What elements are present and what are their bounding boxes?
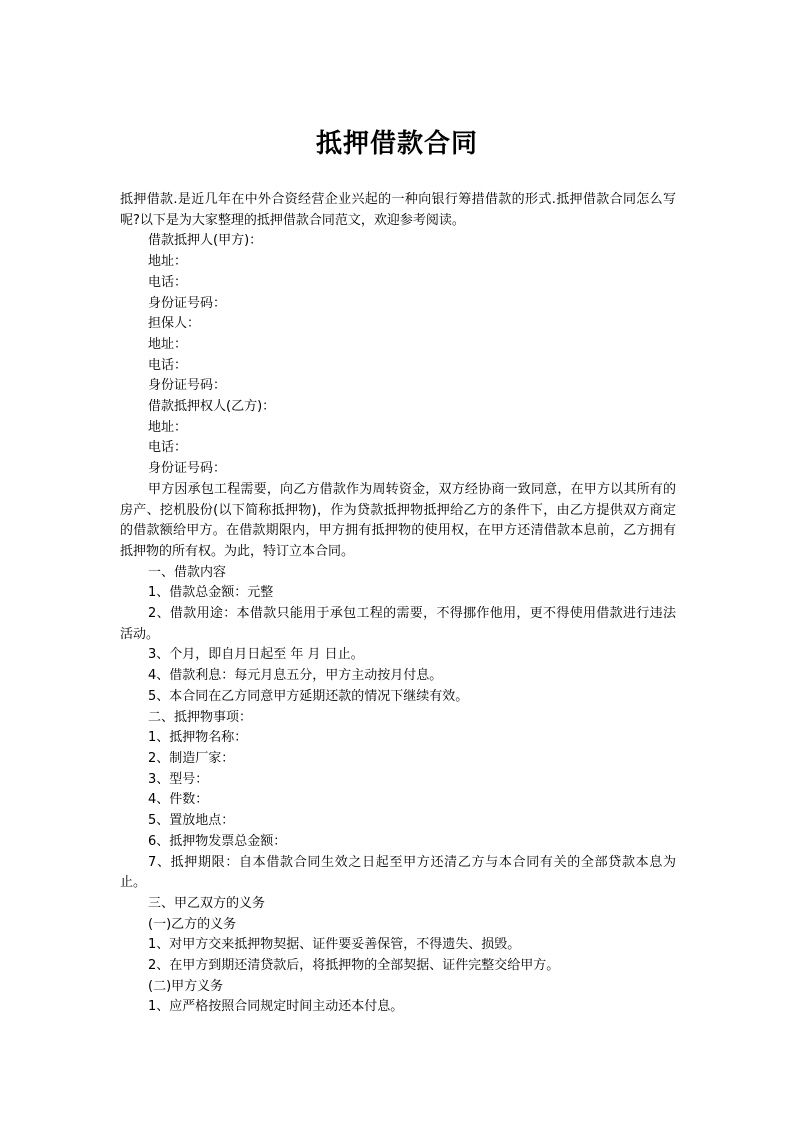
party-b-address: 地址： bbox=[148, 419, 188, 435]
section-1-heading: 一、借款内容 bbox=[148, 564, 227, 580]
section-2-item-3: 3、型号： bbox=[148, 771, 209, 787]
section-3-heading: 三、甲乙双方的义务 bbox=[148, 895, 266, 911]
party-b-id: 身份证号码： bbox=[148, 461, 227, 477]
guarantor-id: 身份证号码： bbox=[148, 378, 227, 394]
document-title: 抵押借款合同 bbox=[315, 129, 478, 159]
section-3-sub-1-item-1: 1、对甲方交来抵押物契据、证件要妥善保管，不得遗失、损毁。 bbox=[148, 937, 521, 953]
section-1-item-1: 1、借款总金额：元整 bbox=[148, 585, 274, 601]
section-2-item-1: 1、抵押物名称： bbox=[148, 730, 248, 746]
preamble-paragraph: 甲方因承包工程需要，向乙方借款作为周转资金，双方经协商一致同意，在甲方以其所有的房产、挖机股份(以下简称抵押物)，作为贷款抵押物抵押给乙方的条件下，由乙方提供双方商定的借款额给甲方。在借款期限内，甲方拥有抵押物的使用权，在甲方还清借款本息前，乙方拥有抵押物的所有权。为此，特订立本合同。 bbox=[120, 481, 676, 559]
section-2-item-6: 6、抵押物发票总金额： bbox=[148, 833, 287, 849]
party-b-phone: 电话： bbox=[148, 440, 188, 456]
section-2-heading: 二、抵押物事项： bbox=[148, 709, 253, 725]
section-2-item-5: 5、置放地点： bbox=[148, 813, 235, 829]
section-1-item-2: 2、借款用途：本借款只能用于承包工程的需要，不得挪作他用，更不得使用借款进行违法活动。 bbox=[120, 606, 676, 642]
guarantor-label: 担保人： bbox=[148, 316, 201, 332]
party-b-label: 借款抵押权人(乙方)： bbox=[148, 399, 276, 415]
section-2-item-4: 4、件数： bbox=[148, 792, 209, 808]
section-3-sub-2: (二)甲方义务 bbox=[148, 978, 224, 994]
section-1-item-5: 5、本合同在乙方同意甲方延期还款的情况下继续有效。 bbox=[148, 688, 469, 704]
section-3-sub-2-item-1: 1、应严格按照合同规定时间主动还本付息。 bbox=[148, 999, 404, 1015]
section-3-sub-1: (一)乙方的义务 bbox=[148, 916, 237, 932]
guarantor-address: 地址： bbox=[148, 336, 188, 352]
section-1-item-3: 3、个月，即自月日起至 年 月 日止。 bbox=[148, 647, 364, 663]
party-a-address: 地址： bbox=[148, 254, 188, 270]
guarantor-phone: 电话： bbox=[148, 357, 188, 373]
section-2-item-7: 7、抵押期限：自本借款合同生效之日起至甲方还清乙方与本合同有关的全部贷款本息为止。 bbox=[120, 854, 676, 891]
document-body bbox=[120, 190, 676, 1018]
section-2-item-2: 2、制造厂家： bbox=[148, 750, 235, 766]
section-3-sub-1-item-2: 2、在甲方到期还清贷款后，将抵押物的全部契据、证件完整交给甲方。 bbox=[148, 958, 560, 974]
party-a-id: 身份证号码： bbox=[148, 295, 227, 311]
intro-paragraph: 抵押借款.是近几年在中外合资经营企业兴起的一种向银行筹措借款的形式.抵押借款合同怎么写呢?以下是为大家整理的抵押借款合同范文，欢迎参考阅读。 bbox=[120, 192, 676, 228]
party-a-phone: 电话： bbox=[148, 274, 188, 290]
party-a-label: 借款抵押人(甲方)： bbox=[148, 233, 263, 249]
section-1-item-4: 4、借款利息：每元月息五分，甲方主动按月付息。 bbox=[148, 668, 443, 684]
